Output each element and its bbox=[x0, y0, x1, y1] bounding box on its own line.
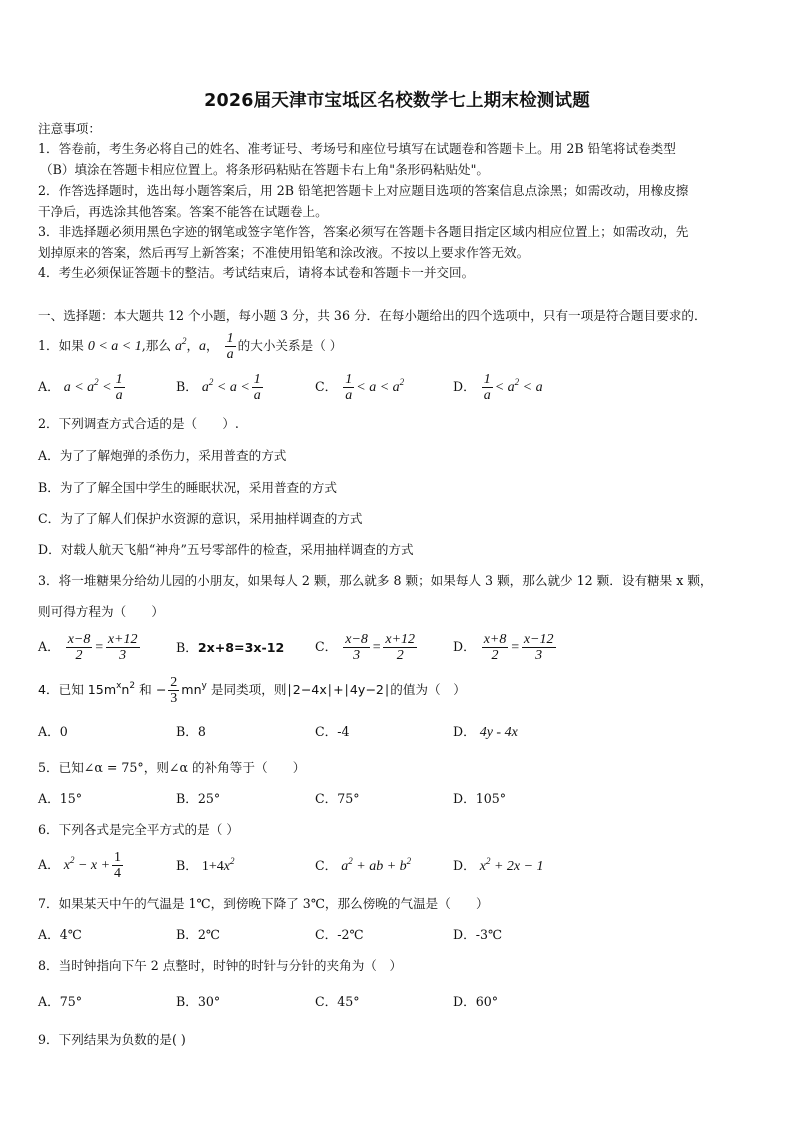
question-8-option-c[interactable]: C．45° bbox=[315, 994, 360, 1009]
notice-line: 划掉原来的答案，然后再写上新答案；不准使用铅笔和涂改液。不按以上要求作答无效。 bbox=[38, 245, 530, 260]
question-9-stem: 9．下列结果为负数的是( ) bbox=[38, 1032, 186, 1047]
question-6-stem: 6．下列各式是完全平方式的是（ ） bbox=[38, 822, 239, 837]
question-6-option-a[interactable]: A． $x^2 - x$ + $\frac{1}{4}$ bbox=[38, 850, 122, 881]
question-7-option-d[interactable]: D．-3℃ bbox=[453, 927, 503, 942]
question-2-option-b[interactable]: B．为了了解全国中学生的睡眠状况，采用普查的方式 bbox=[38, 480, 337, 495]
question-5-stem: 5．已知∠α = 75°，则∠α 的补角等于（ ） bbox=[38, 760, 306, 775]
section-heading: 一、选择题：本大题共 12 个小题，每小题 3 分，共 36 分．在每小题给出的四个选项中，只有一项是符合题目要求的． bbox=[38, 308, 707, 323]
notice-line: （B）填涂在答题卡相应位置上。将条形码粘贴在答题卡右上角"条形码粘贴处"。 bbox=[40, 162, 490, 177]
question-7-option-b[interactable]: B．2℃ bbox=[176, 927, 220, 942]
notice-heading: 注意事项： bbox=[38, 121, 101, 136]
question-5-option-d[interactable]: D．105° bbox=[453, 791, 507, 806]
question-6-option-d[interactable]: D． $x^2 + 2x - 1$ bbox=[453, 856, 544, 874]
question-5-option-a[interactable]: A．15° bbox=[38, 791, 83, 806]
question-2-option-a[interactable]: A．为了了解炮弹的杀伤力，采用普查的方式 bbox=[38, 448, 287, 463]
question-3-option-d[interactable]: D． $\frac{x+8}{2}$ = $\frac{x-12}{3}$ bbox=[453, 632, 554, 663]
question-3-option-b[interactable]: B．2x+8=3x-12 bbox=[176, 640, 285, 655]
notice-line: 1．答卷前，考生务必将自己的姓名、准考证号、考场号和座位号填写在试题卷和答题卡上。用 2B 铅笔将试卷类型 bbox=[38, 141, 676, 156]
notice-line: 3．非选择题必须用黑色字迹的钢笔或签字笔作答，答案必须写在答题卡各题目指定区域内相应位置上；如需改动，先 bbox=[38, 224, 689, 239]
question-1-option-c[interactable]: C． $\frac{1}{a}$ < $a < a^2$ bbox=[315, 372, 405, 403]
question-2-option-c[interactable]: C．为了了解人们保护水资源的意识，采用抽样调查的方式 bbox=[38, 511, 363, 526]
question-8-option-b[interactable]: B．30° bbox=[176, 994, 221, 1009]
question-8-option-a[interactable]: A．75° bbox=[38, 994, 83, 1009]
question-8-option-d[interactable]: D．60° bbox=[453, 994, 499, 1009]
question-4-option-d[interactable]: D． 4y - 4x bbox=[453, 724, 518, 740]
question-1-option-b[interactable]: B． $a^2 < a$ < $\frac{1}{a}$ bbox=[176, 372, 261, 403]
question-5-option-b[interactable]: B．25° bbox=[176, 791, 221, 806]
question-2-option-d[interactable]: D．对载人航天飞船“神舟”五号零部件的检查，采用抽样调查的方式 bbox=[38, 542, 414, 557]
exam-title: 2026届天津市宝坻区名校数学七上期末检测试题 bbox=[204, 91, 590, 111]
question-5-option-c[interactable]: C．75° bbox=[315, 791, 360, 806]
notice-line: 2．作答选择题时，选出每小题答案后，用 2B 铅笔把答题卡上对应题目选项的答案信息点涂黑；如需改动，用橡皮擦 bbox=[38, 183, 689, 198]
question-1-stem: 1．如果 0 < a < 1,那么 $a^2$，a， $\frac{1}{a}$ 的大小关系是（ ） bbox=[38, 331, 343, 362]
question-7-option-c[interactable]: C．-2℃ bbox=[315, 927, 364, 942]
question-4-stem: 4．已知 $15m^xn^2$ 和 − $\frac{2}{3}$ $mn^y$ 是同类项，则∣2−4x∣+∣4y−2∣的值为（ ） bbox=[38, 675, 466, 706]
question-7-option-a[interactable]: A．4℃ bbox=[38, 927, 82, 942]
question-4-option-a[interactable]: A．0 bbox=[38, 724, 68, 739]
question-3-stem: 3．将一堆糖果分给幼儿园的小朋友，如果每人 2 颗，那么就多 8 颗；如果每人 3 颗，那么就少 12 颗．设有糖果 x 颗， bbox=[38, 573, 713, 588]
question-7-stem: 7．如果某天中午的气温是 1℃，到傍晚下降了 3℃，那么傍晚的气温是（ ） bbox=[38, 896, 489, 911]
question-1-option-a[interactable]: A． $a < a^2$ < $\frac{1}{a}$ bbox=[38, 372, 123, 403]
question-3-option-a[interactable]: A． $\frac{x-8}{2}$ = $\frac{x+12}{3}$ bbox=[38, 632, 138, 663]
question-4-option-c[interactable]: C．-4 bbox=[315, 724, 350, 739]
question-2-stem: 2．下列调查方式合适的是（ ）. bbox=[38, 416, 239, 431]
notice-line: 4．考生必须保证答题卡的整洁。考试结束后，请将本试卷和答题卡一并交回。 bbox=[38, 265, 475, 280]
question-1-option-d[interactable]: D． $\frac{1}{a}$ < $a^2 < a$ bbox=[453, 372, 543, 403]
notice-line: 干净后，再选涂其他答案。答案不能答在试题卷上。 bbox=[38, 204, 328, 219]
question-8-stem: 8．当时钟指向下午 2 点整时，时钟的时针与分针的夹角为（ ） bbox=[38, 958, 403, 973]
question-3-stem-cont: 则可得方程为（ ） bbox=[38, 604, 164, 619]
question-4-option-b[interactable]: B．8 bbox=[176, 724, 206, 739]
question-6-option-c[interactable]: C． $a^2$ + ab + $b^2$ bbox=[315, 856, 412, 874]
question-6-option-b[interactable]: B． $1+4x^2$ bbox=[176, 856, 235, 874]
question-3-option-c[interactable]: C． $\frac{x-8}{3}$ = $\frac{x+12}{2}$ bbox=[315, 632, 416, 663]
